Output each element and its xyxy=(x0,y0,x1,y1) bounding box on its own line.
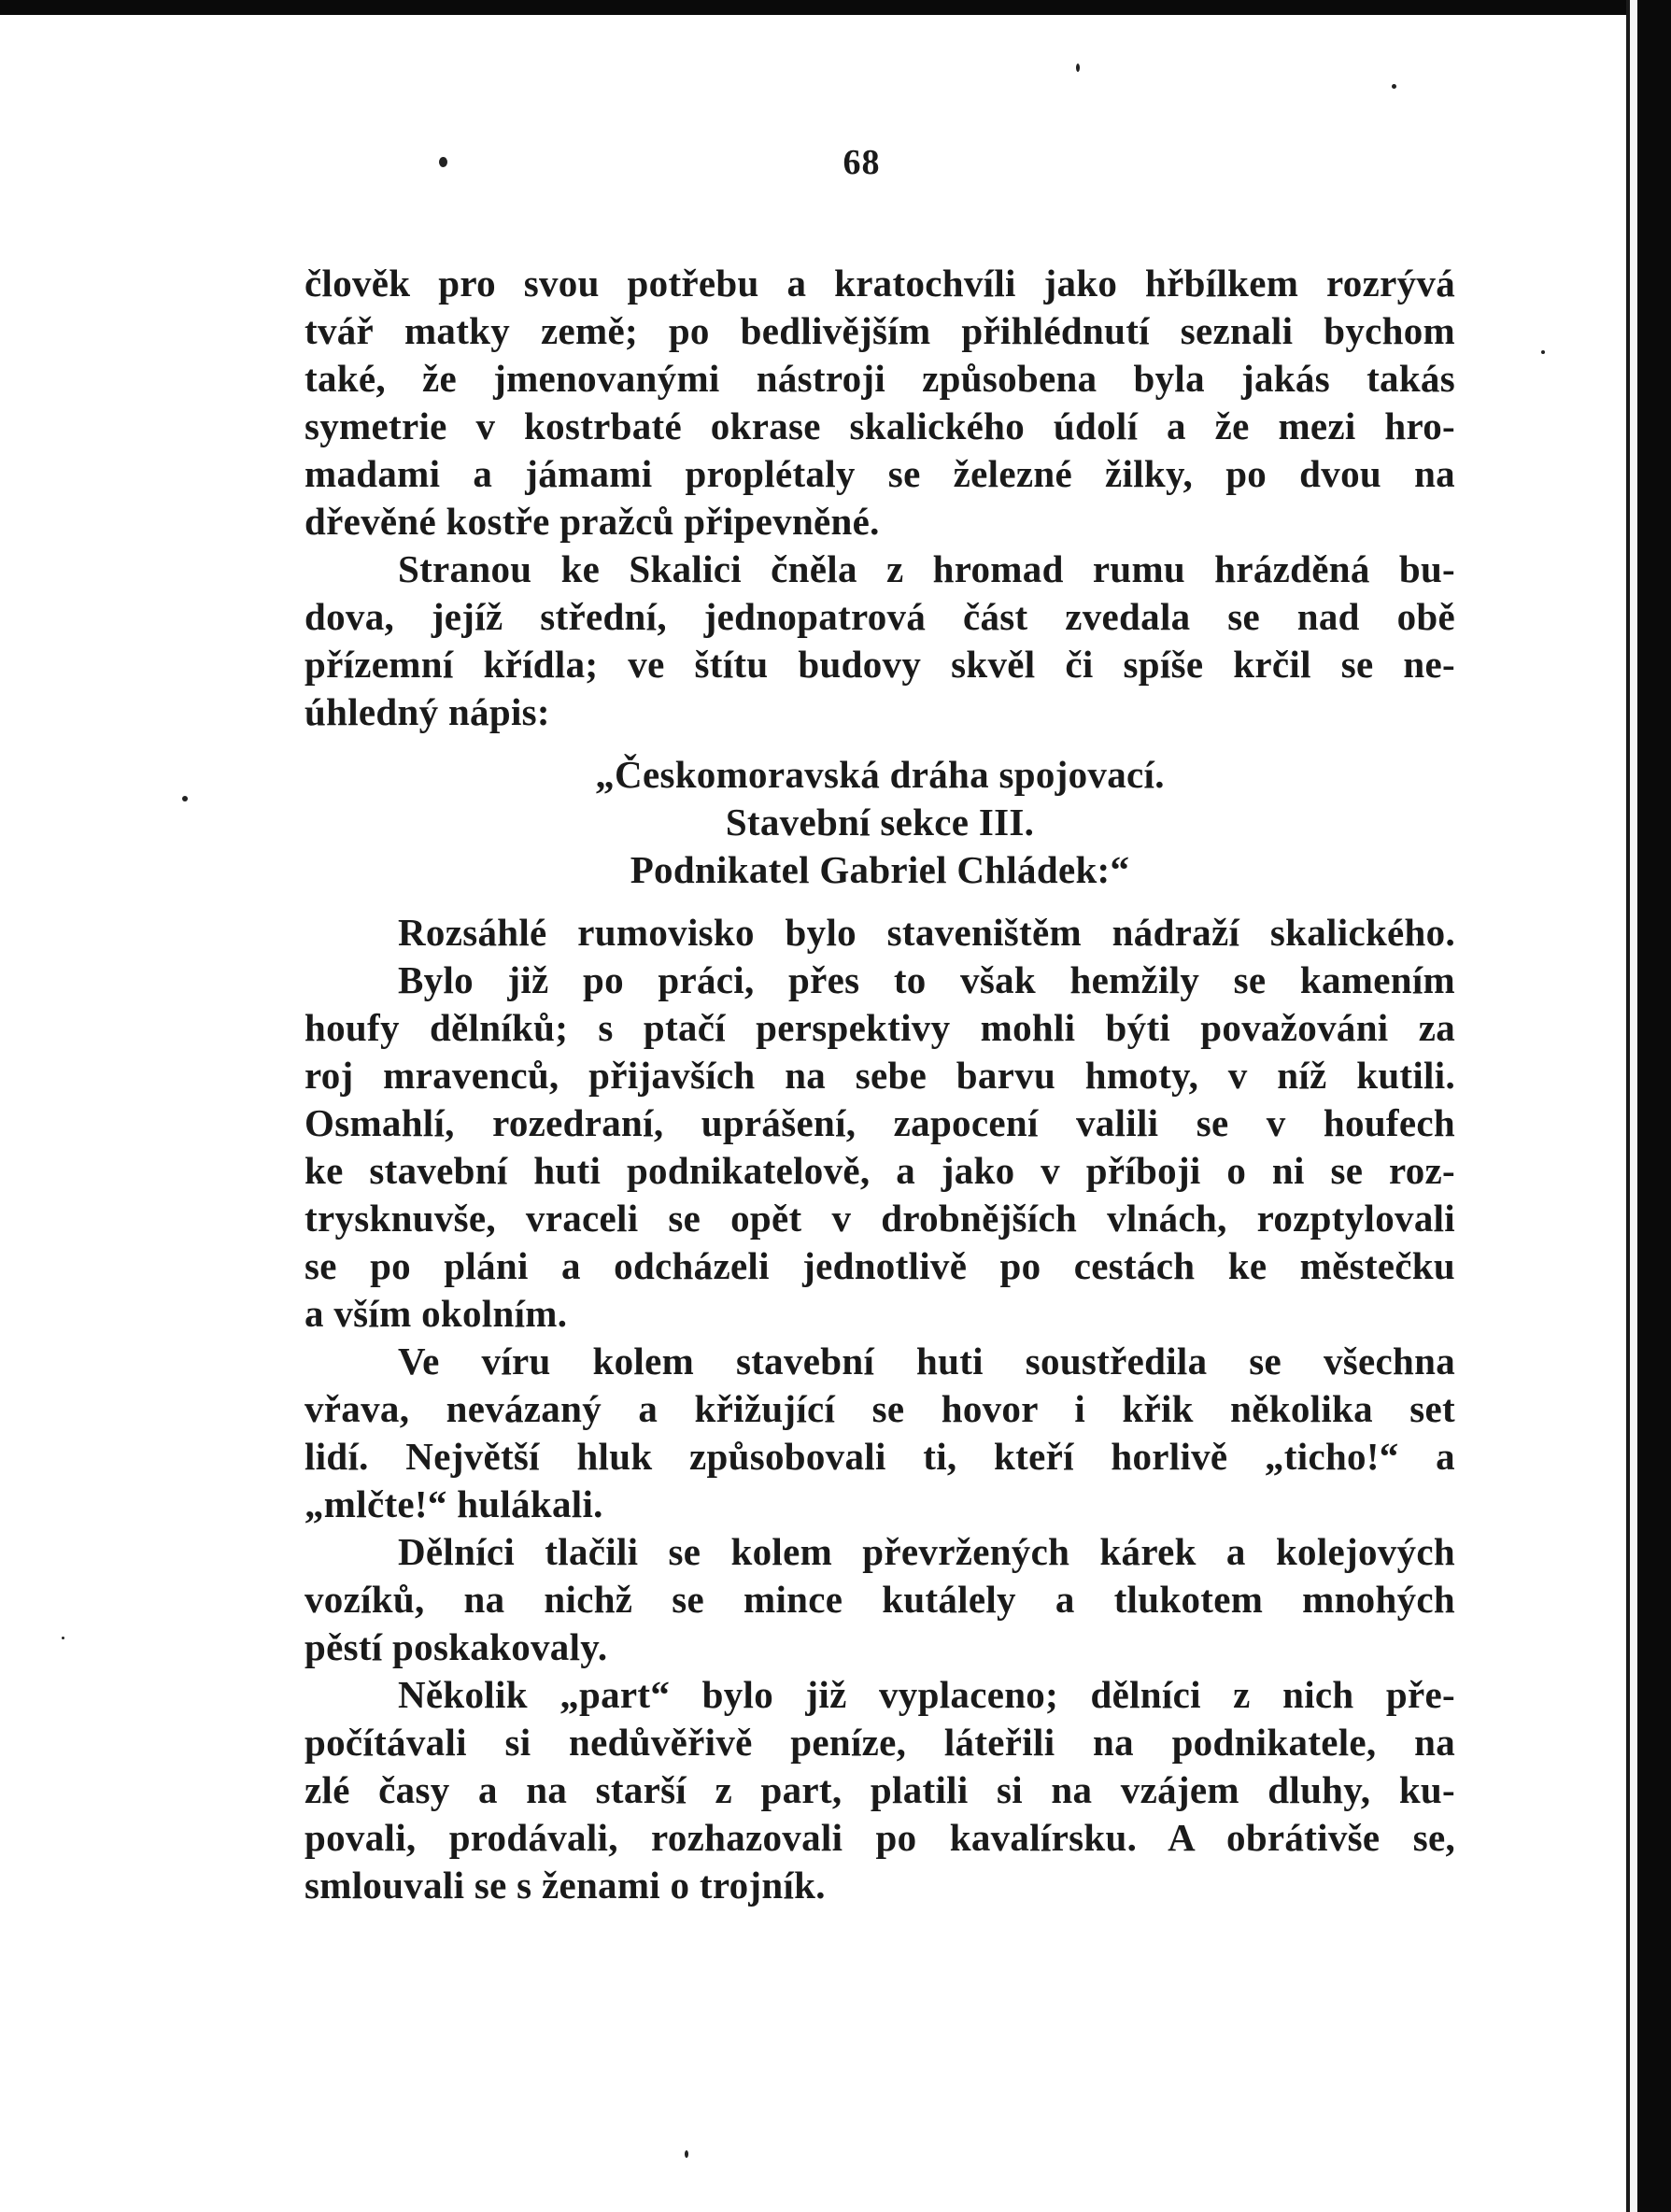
text-line: Ve víru kolem stavební huti soustředila se všechna xyxy=(398,1340,1455,1382)
text-line: smlouvali se s ženami o trojník. xyxy=(304,1864,826,1907)
scan-speck xyxy=(1541,350,1545,354)
text-line: „mlčte!“ hulákali. xyxy=(304,1482,603,1525)
text-line: houfy dělníků; s ptačí perspektivy mohli býti považováni za xyxy=(304,1006,1455,1049)
text-line: Bylo již po práci, přes to však hemžily se kamením xyxy=(398,958,1455,1001)
scan-speck xyxy=(62,1637,64,1639)
text-line: Stranou ke Skalici čněla z hromad rumu hrázděná bu- xyxy=(398,547,1455,590)
text-line: člověk pro svou potřebu a kratochvíli jako hřbílkem rozrývá xyxy=(304,262,1455,305)
spacer xyxy=(304,894,1455,909)
text-line: symetrie v kostrbaté okrase skalického údolí a že mezi hro- xyxy=(304,404,1455,447)
scan-speck xyxy=(1392,84,1396,89)
text-line: počítávali si nedůvěřivě peníze, láteřili na podnikatele, na xyxy=(304,1721,1455,1764)
text-line: Dělníci tlačili se kolem převržených kárek a kolejových xyxy=(398,1530,1455,1573)
text-line: madami a jámami proplétaly se železné žilky, po dvou na xyxy=(304,452,1455,495)
text-line: ke stavební huti podnikatelově, a jako v příboji o ni se roz- xyxy=(304,1149,1455,1192)
scan-speck xyxy=(685,2150,688,2158)
scan-border-top xyxy=(0,0,1671,15)
sign-line: Podnikatel Gabriel Chládek:“ xyxy=(630,848,1130,891)
text-line: roj mravenců, přijavších na sebe barvu hmoty, v níž kutili. xyxy=(304,1054,1455,1097)
text-line: se po pláni a odcházeli jednotlivě po cestách ke městečku xyxy=(304,1244,1455,1287)
sign-line: „Českomoravská dráha spojovací. xyxy=(595,753,1165,796)
text-line: dova, jejíž střední, jednopatrová část zvedala se nad obě xyxy=(304,595,1455,638)
text-line: pěstí poskakovaly. xyxy=(304,1625,608,1668)
text-line: Osmahlí, rozedraní, uprášení, zapocení valili se v houfech xyxy=(304,1101,1455,1144)
spacer xyxy=(304,736,1455,751)
scan-border-right-gap xyxy=(1630,0,1637,2212)
text-line: lidí. Největší hluk způsobovali ti, kteří horlivě „ticho!“ a xyxy=(304,1435,1455,1478)
sign-line: Stavební sekce III. xyxy=(725,801,1035,844)
text-line: úhledný nápis: xyxy=(304,690,550,733)
text-line: vozíků, na nichž se mince kutálely a tlukotem mnohých xyxy=(304,1578,1455,1621)
scan-speck xyxy=(1076,64,1080,72)
text-line: také, že jmenovanými nástroji způsobena byla jakás takás xyxy=(304,357,1455,400)
text-line: přízemní křídla; ve štítu budovy skvěl či spíše krčil se ne- xyxy=(304,643,1455,686)
page-number: 68 xyxy=(843,143,881,182)
text-line: zlé časy a na starší z part, platili si na vzájem dluhy, ku- xyxy=(304,1768,1455,1811)
text-line: a vším okolním. xyxy=(304,1292,568,1335)
scan-border-right xyxy=(1637,0,1671,2212)
text-line: vřava, nevázaný a křižující se hovor i křik několika set xyxy=(304,1387,1455,1430)
text-line: povali, prodávali, rozhazovali po kavalírsku. A obrátivše se, xyxy=(304,1816,1455,1859)
page-body xyxy=(304,260,1455,1909)
scan-speck xyxy=(182,796,188,801)
text-line: dřevěné kostře pražců připevněné. xyxy=(304,500,880,543)
text-line: Rozsáhlé rumovisko bylo staveništěm nádraží skalického. xyxy=(398,911,1455,954)
text-line: tvář matky země; po bedlivějším přihlédnutí seznali bychom xyxy=(304,309,1455,352)
text-line: trysknuvše, vraceli se opět v drobnějších vlnách, rozptylovali xyxy=(304,1197,1455,1240)
text-line: Několik „part“ bylo již vyplaceno; dělníci z nich pře- xyxy=(398,1673,1455,1716)
